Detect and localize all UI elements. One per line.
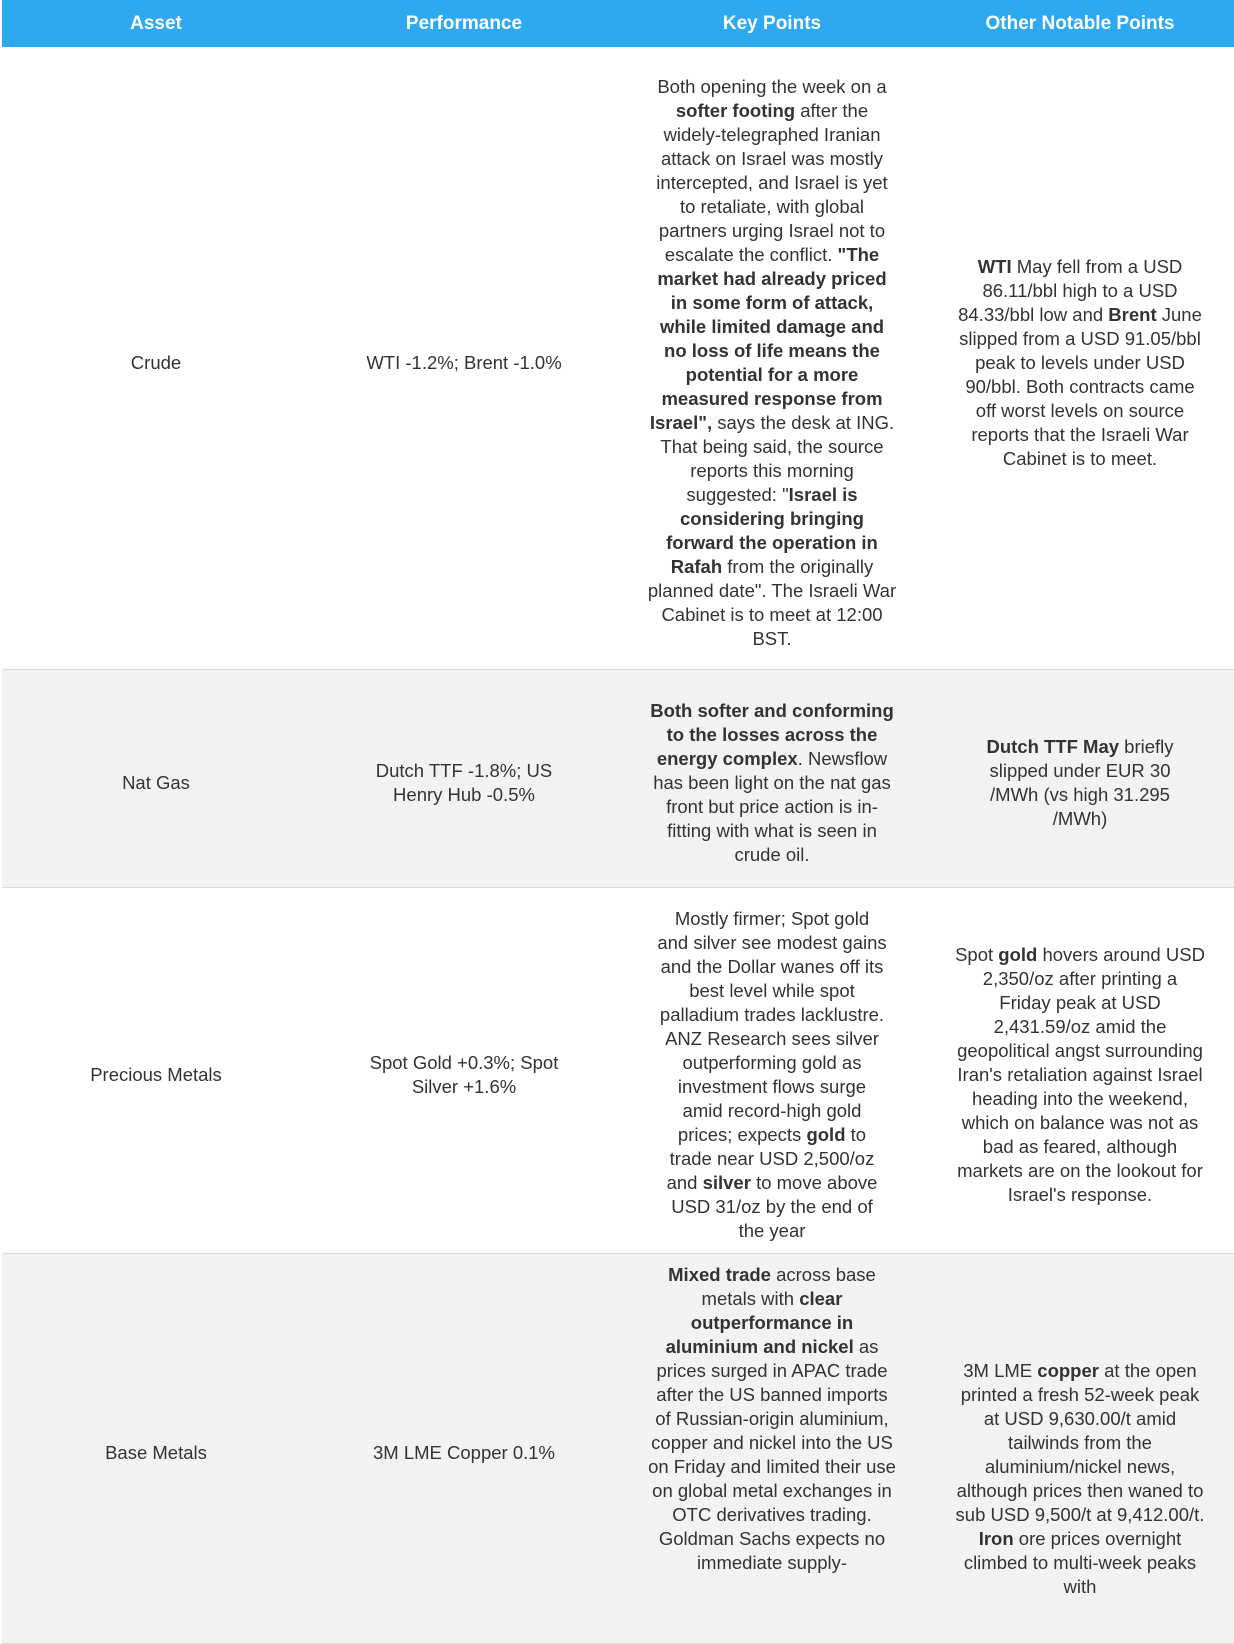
asset-cell: Nat Gas <box>2 670 310 888</box>
text-run: to move above USD 31/oz by the end of the year <box>671 1172 878 1241</box>
table-header-row <box>2 0 1234 47</box>
bold-text-run: Dutch TTF May <box>986 736 1120 757</box>
text-run: at the open printed a fresh 52-week peak at USD 9,630.00/t amid tailwinds from the aluminium/nickel news, although prices then waned to sub USD 9,500/t at 9,412.00/t. <box>955 1360 1205 1525</box>
bold-text-run: gold <box>998 944 1038 965</box>
bold-text-run: Both softer and conforming to the losses across the energy complex <box>650 700 894 769</box>
other-notable-points-cell <box>926 1254 1234 1644</box>
bold-text-run: copper <box>1037 1360 1099 1381</box>
bold-text-run: "The market had already priced in some form of attack, while limited damage and no loss of life means the potential for a more measured response from Israel", <box>649 243 887 433</box>
text-run: from the originally planned date". The Israeli War Cabinet is to meet at 12:00 BST. <box>647 555 897 649</box>
performance-cell: Dutch TTF -1.8%; US Henry Hub -0.5% <box>310 670 618 888</box>
text-run: to trade near USD 2,500/oz and <box>666 1124 875 1193</box>
bold-text-run: Brent <box>1108 303 1157 325</box>
text-run: Spot <box>955 944 999 965</box>
bold-text-run: Iron <box>978 1528 1014 1549</box>
header-key-points: Key Points <box>618 0 926 47</box>
table-row <box>2 1254 1234 1644</box>
key-points-cell <box>618 47 926 670</box>
text-run: 3M LME <box>963 1360 1038 1381</box>
text-run: hovers around USD 2,350/oz after printing a Friday peak at USD 2,431.59/oz amid the geopolitical angst surrounding Iran's retaliation against Israel heading into the weekend, which on balance was not as bad as feared, although markets are on the lookout for Israel's response. <box>957 944 1205 1205</box>
text-run: as prices surged in APAC trade after the US banned imports of Russian-origin aluminium, copper and nickel into the US on Friday and limited their use on global metal exchanges in OTC derivatives trading. Goldman Sachs expects no immediate supply- <box>648 1336 896 1573</box>
bold-text-run: silver <box>702 1172 751 1193</box>
performance-cell: WTI -1.2%; Brent -1.0% <box>310 47 618 670</box>
text-run: after the widely-telegraphed Iranian attack on Israel was mostly intercepted, and Israel is yet to retaliate, with global partners urging Israel not to escalate the conflict. <box>656 99 888 265</box>
text-run: May fell from a USD 86.11/bbl high to a USD 84.33/bbl low and <box>958 255 1183 325</box>
text-run: briefly slipped under EUR 30 /MWh (vs high 31.295 /MWh) <box>989 736 1174 829</box>
text-run: Mostly firmer; Spot gold and silver see modest gains and the Dollar wanes off its best level while spot palladium trades lacklustre. ANZ Research sees silver outperforming gold as investment flows surge amid record-high gold prices; expects <box>657 908 887 1145</box>
text-run: ore prices overnight climbed to multi-week peaks with <box>963 1528 1197 1597</box>
bold-text-run: clear outperformance in aluminium and nickel <box>665 1288 854 1357</box>
text-run: says the desk at ING. That being said, the source reports this morning suggested: " <box>660 411 895 505</box>
asset-cell: Base Metals <box>2 1254 310 1644</box>
other-notable-points-cell <box>926 888 1234 1254</box>
bold-text-run: WTI <box>977 255 1012 277</box>
performance-cell: Spot Gold +0.3%; Spot Silver +1.6% <box>310 888 618 1254</box>
text-run: across base metals with <box>701 1264 876 1309</box>
text-run: June slipped from a USD 91.05/bbl peak to levels under USD 90/bbl. Both contracts came off worst levels on source reports that the Israeli War Cabinet is to meet. <box>959 303 1202 469</box>
asset-cell: Crude <box>2 47 310 670</box>
bold-text-run: gold <box>806 1124 846 1145</box>
table-row <box>2 670 1234 888</box>
text-run: Both opening the week on a <box>657 75 887 97</box>
key-points-cell <box>618 888 926 1254</box>
asset-cell: Precious Metals <box>2 888 310 1254</box>
table-row <box>2 888 1234 1254</box>
other-notable-points-cell <box>926 670 1234 888</box>
table-row <box>2 47 1234 670</box>
other-notable-points-cell <box>926 47 1234 670</box>
header-other-notable-points: Other Notable Points <box>926 0 1234 47</box>
header-performance: Performance <box>310 0 618 47</box>
commodities-table <box>2 0 1234 1644</box>
header-asset: Asset <box>2 0 310 47</box>
text-run: . Newsflow has been light on the nat gas front but price action is in-fitting with what is seen in crude oil. <box>653 748 891 865</box>
key-points-cell <box>618 670 926 888</box>
performance-cell: 3M LME Copper 0.1% <box>310 1254 618 1644</box>
bold-text-run: Israel is considering bringing forward the operation in Rafah <box>666 483 878 577</box>
bold-text-run: softer footing <box>675 99 796 121</box>
bold-text-run: Mixed trade <box>668 1264 771 1285</box>
key-points-cell <box>618 1254 926 1644</box>
